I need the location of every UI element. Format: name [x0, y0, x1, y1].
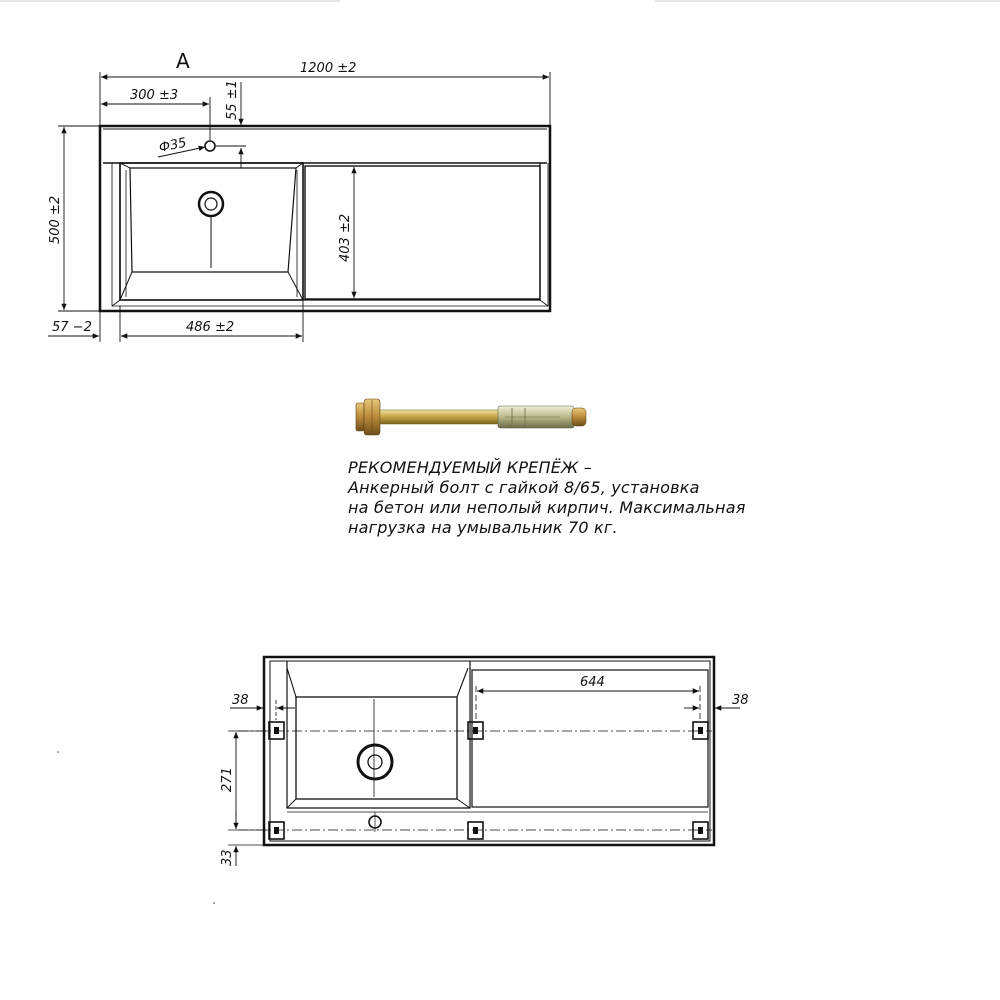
tap-hole-dim: Ф35: [157, 135, 188, 156]
sink-bowl: [120, 163, 303, 300]
dim-height: 271: [220, 767, 235, 792]
drain-icon: [358, 745, 392, 779]
fastener-note: [348, 458, 788, 538]
bracket-icon: [693, 822, 708, 839]
dim-shelf-depth: 403 ±2: [338, 213, 353, 262]
dim-drain-offset: 300 ±3: [130, 88, 179, 103]
view-a-label: А: [176, 49, 190, 73]
fastener-note-line: на бетон или неполый кирпич. Максимальная: [348, 498, 746, 517]
drain-icon: [199, 192, 223, 216]
bracket-icon: [269, 722, 284, 739]
dim-bottom: 33: [220, 849, 235, 866]
bracket-icon: [269, 822, 284, 839]
dim-right: 38: [732, 693, 749, 708]
dim-bowl-width: 486 ±2: [186, 320, 235, 335]
bottom-view: [220, 657, 749, 866]
dim-width: 1200 ±2: [300, 61, 357, 76]
dim-span: 644: [580, 675, 605, 690]
fastener-note-title: РЕКОМЕНДУЕМЫЙ КРЕПЁЖ –: [348, 458, 592, 477]
fastener-note-line: нагрузка на умывальник 70 кг.: [348, 518, 618, 537]
anchor-bolt-image: [356, 399, 586, 435]
dim-left-edge: 57 −2: [52, 320, 92, 335]
dim-left: 38: [232, 693, 249, 708]
bracket-icon: [693, 722, 708, 739]
dim-drain-top: 55 ±1: [225, 80, 240, 120]
bracket-icon: [468, 822, 483, 839]
view-a: [48, 49, 550, 342]
fastener-note-line: Анкерный болт с гайкой 8/65, установка: [348, 478, 700, 497]
tap-hole-icon: [205, 141, 215, 151]
dim-depth: 500 ±2: [48, 195, 63, 244]
